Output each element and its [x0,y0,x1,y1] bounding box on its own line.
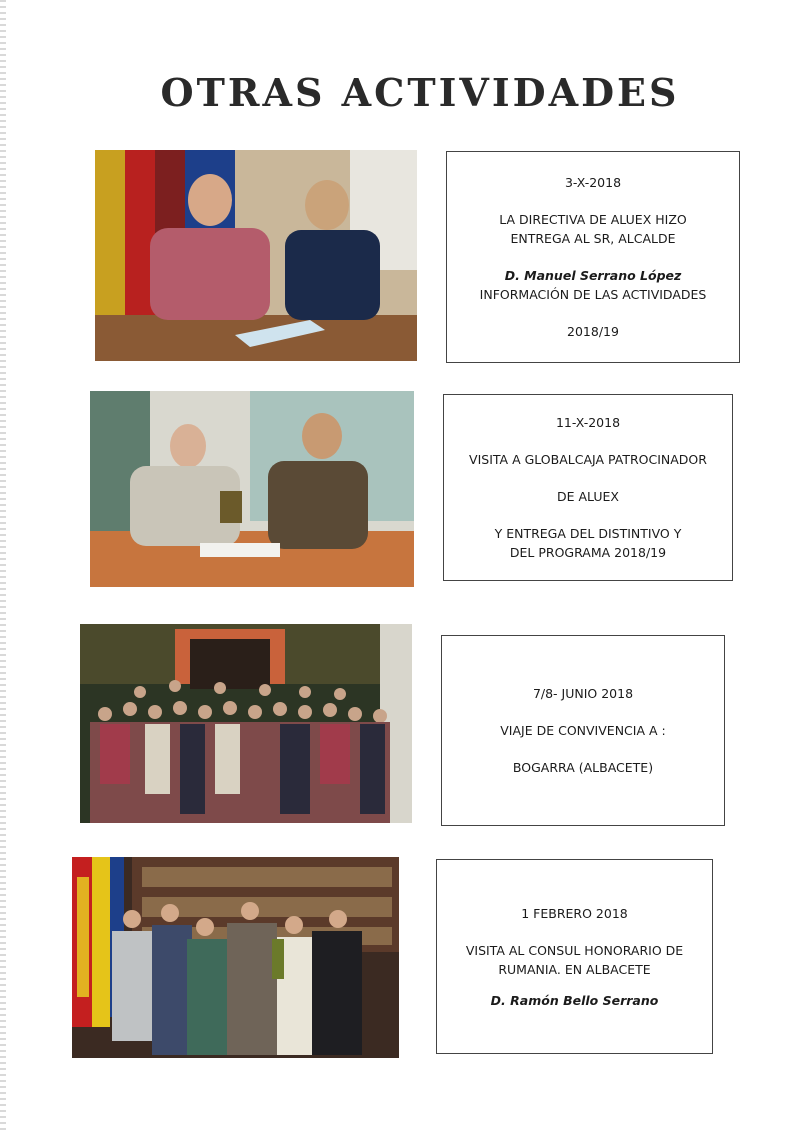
page-title: OTRAS ACTIVIDADES [160,70,680,115]
activity-description: VISITA AL CONSUL HONORARIO DE RUMANIA. EN ALBACETE [465,942,684,977]
activity-card-2 [443,394,733,581]
person-name: D. Ramón Bello Serrano [490,992,659,1008]
activity-description: VISITA A GLOBALCAJA PATROCINADOR [469,452,707,467]
activity-description: DE ALUEX [557,489,619,504]
photo-meeting-mayor [95,150,417,361]
photo-consul-visit [72,857,399,1058]
activity-description: LA DIRECTIVA DE ALUEX HIZO ENTREGA AL SR, ALCALDE [499,212,687,246]
person-name: D. Manuel Serrano López [504,268,682,283]
activity-card-3 [441,635,725,826]
activity-date: 1 FEBRERO 2018 [521,905,628,921]
activity-date: 3-X-2018 [564,175,622,190]
photo-globalcaja [90,391,414,587]
activity-card-1 [446,151,740,363]
activity-description: BOGARRA (ALBACETE) [512,760,654,775]
activity-card-4 [436,859,713,1054]
activity-season: 2018/19 [567,324,619,339]
spiral-binding-edge [0,0,6,1131]
activity-description: VIAJE DE CONVIVENCIA A : [500,723,666,738]
photo-group-trip [80,624,412,823]
activity-description: Y ENTREGA DEL DISTINTIVO Y DEL PROGRAMA 2018/19 [494,526,682,560]
activity-description: INFORMACIÓN DE LAS ACTIVIDADES [479,287,707,302]
activity-date: 11-X-2018 [555,415,621,430]
activity-date: 7/8- JUNIO 2018 [532,686,634,701]
